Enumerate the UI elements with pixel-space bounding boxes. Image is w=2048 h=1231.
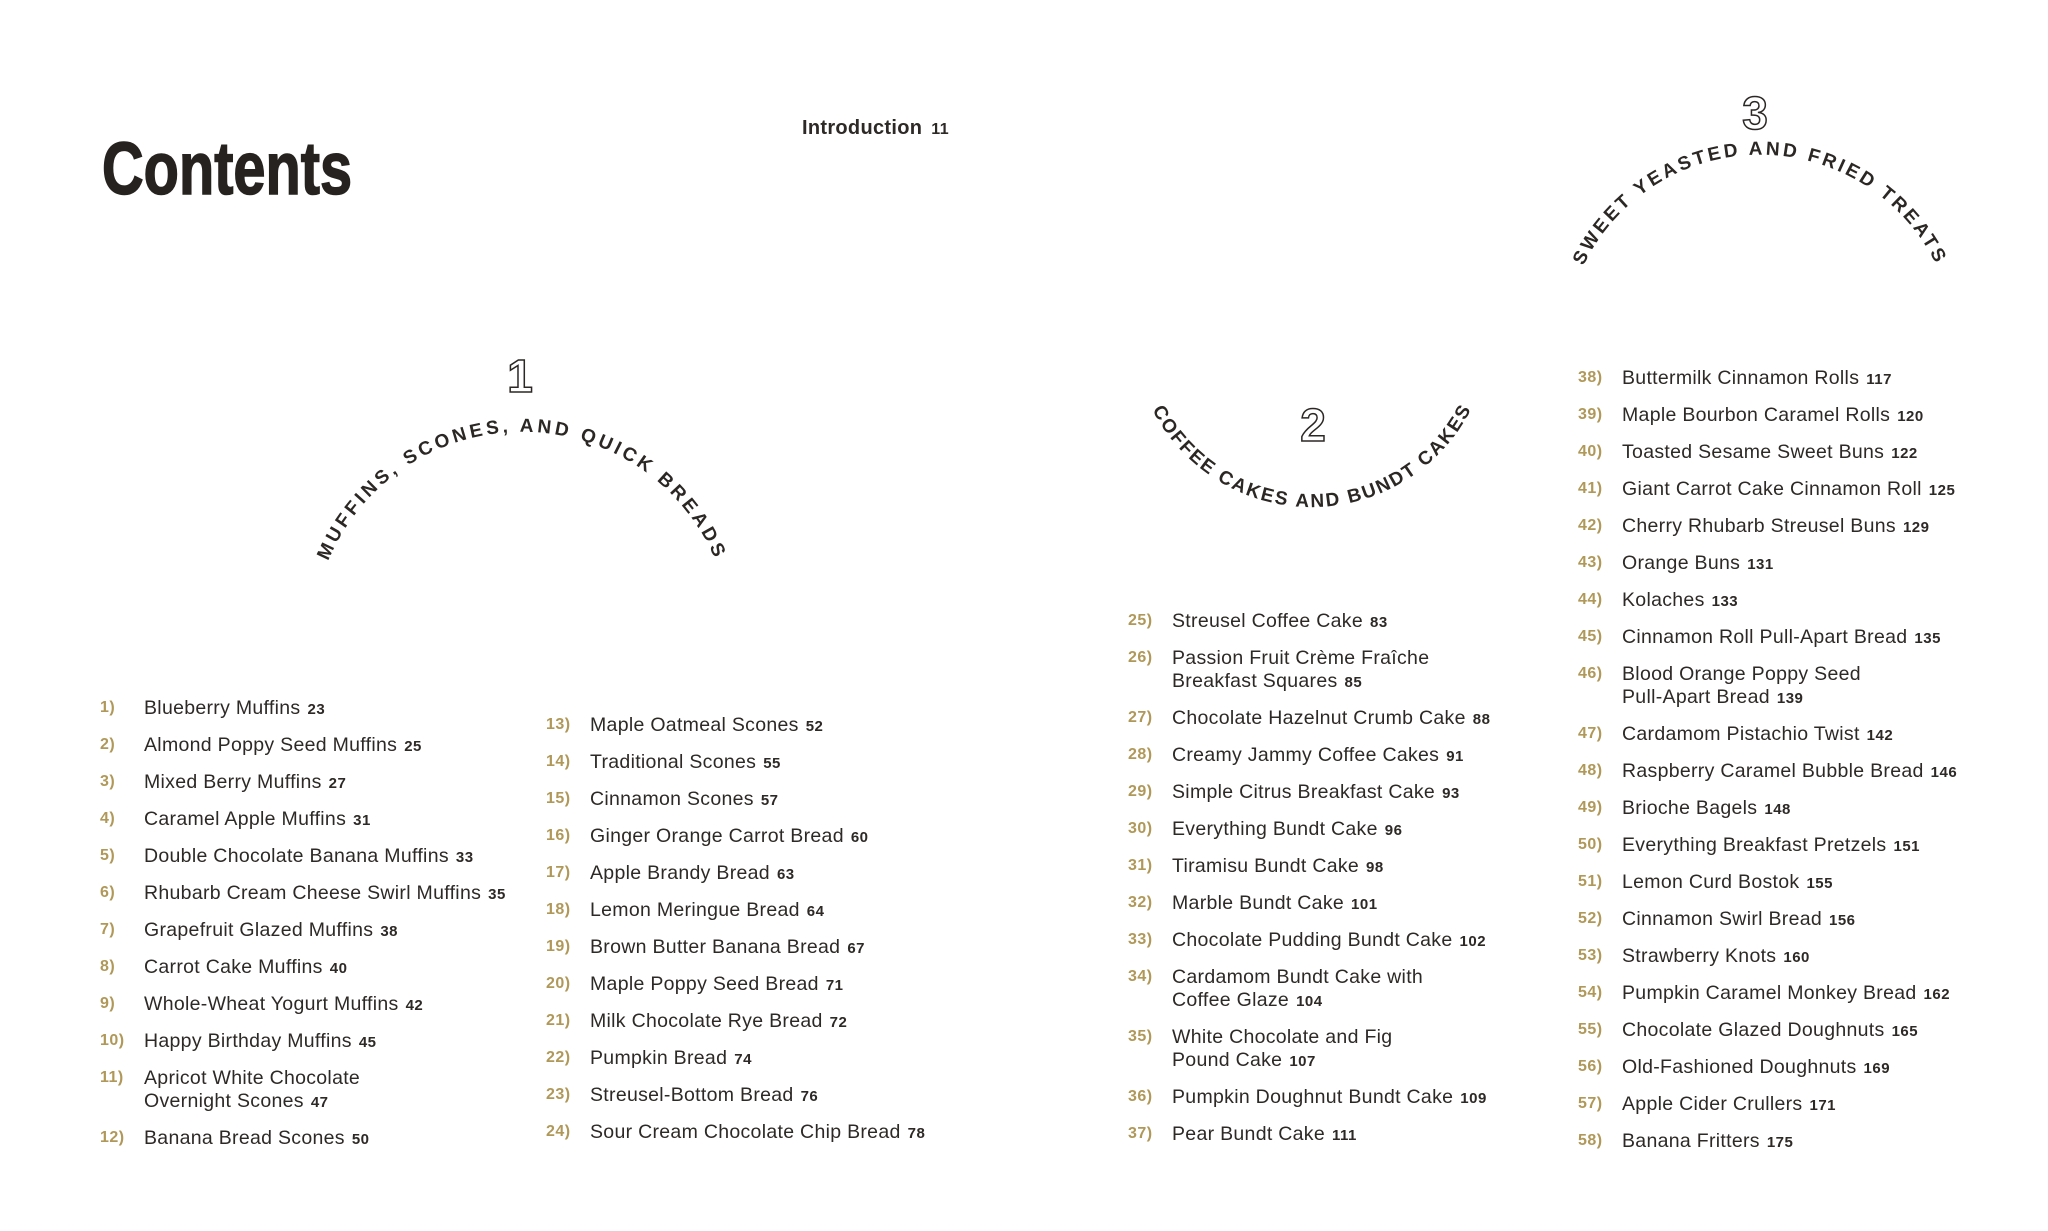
toc-item-page-number: 131	[1747, 556, 1774, 573]
toc-item-title: Happy Birthday Muffins 45	[144, 1030, 377, 1052]
chapter-2-recipe-list	[1128, 610, 1598, 1160]
toc-item	[100, 1067, 570, 1114]
toc-item-title: Carrot Cake Muffins 40	[144, 956, 348, 978]
toc-item-page-number: 40	[329, 960, 348, 977]
toc-item-number: 39)	[1578, 406, 1603, 423]
toc-item	[100, 845, 570, 869]
toc-item	[1578, 797, 2048, 821]
toc-item-title: Kolaches 133	[1622, 589, 1739, 611]
toc-item-number: 29)	[1128, 783, 1153, 800]
toc-item	[1128, 781, 1598, 805]
toc-item-number: 15)	[546, 790, 571, 807]
toc-item-number: 26)	[1128, 649, 1153, 666]
toc-item	[546, 788, 1016, 812]
toc-item-title: White Chocolate and Fig Pound Cake 107	[1172, 1026, 1393, 1071]
toc-item-number: 55)	[1578, 1021, 1603, 1038]
toc-item-page-number: 109	[1460, 1090, 1487, 1107]
toc-item-number: 41)	[1578, 480, 1603, 497]
toc-item-title: Pumpkin Caramel Monkey Bread 162	[1622, 982, 1951, 1004]
toc-item-page-number: 64	[806, 903, 825, 920]
toc-item	[100, 1127, 570, 1151]
toc-item	[1578, 834, 2048, 858]
toc-item-page-number: 33	[455, 849, 474, 866]
toc-item	[1128, 744, 1598, 768]
toc-item-number: 24)	[546, 1123, 571, 1140]
toc-item-page-number: 63	[776, 866, 795, 883]
toc-item	[1128, 707, 1598, 731]
toc-item	[546, 973, 1016, 997]
toc-item-page-number: 83	[1370, 614, 1388, 631]
toc-item-number: 3)	[100, 773, 116, 790]
toc-item-page-number: 55	[763, 755, 781, 772]
toc-item-page-number: 162	[1923, 986, 1951, 1003]
toc-item	[546, 714, 1016, 738]
page-title: Contents	[102, 126, 353, 210]
toc-item-title: Chocolate Pudding Bundt Cake 102	[1172, 929, 1487, 951]
toc-item-number: 51)	[1578, 873, 1603, 890]
toc-item	[1128, 892, 1598, 916]
toc-item-title: Apple Cider Crullers 171	[1622, 1093, 1837, 1115]
toc-item-title: Lemon Meringue Bread 64	[590, 899, 825, 921]
toc-item-page-number: 52	[805, 718, 824, 735]
toc-item-title: Cherry Rhubarb Streusel Buns 129	[1622, 515, 1930, 537]
toc-item	[1578, 1056, 2048, 1080]
toc-item-title: Blood Orange Poppy Seed Pull-Apart Bread 139	[1622, 663, 1861, 708]
svg-text:SWEET YEASTED AND FRIED TREATS	[1569, 139, 1951, 269]
toc-item	[1128, 818, 1598, 842]
toc-item	[1578, 982, 2048, 1006]
toc-item-page-number: 76	[800, 1088, 819, 1105]
toc-item-title: Cardamom Pistachio Twist 142	[1622, 723, 1894, 745]
toc-item-page-number: 133	[1711, 593, 1739, 610]
toc-item-number: 10)	[100, 1032, 125, 1049]
toc-item-number: 48)	[1578, 762, 1603, 779]
toc-item	[1128, 855, 1598, 879]
toc-item-page-number: 60	[850, 829, 869, 846]
toc-item-title: Old-Fashioned Doughnuts 169	[1622, 1056, 1891, 1078]
toc-item-page-number: 151	[1893, 838, 1921, 855]
toc-item	[1128, 1026, 1598, 1073]
toc-item	[100, 956, 570, 980]
toc-item-page-number: 98	[1366, 859, 1384, 876]
toc-item-title: Banana Bread Scones 50	[144, 1127, 370, 1149]
toc-item	[1128, 1123, 1598, 1147]
toc-item-number: 28)	[1128, 746, 1153, 763]
toc-item	[1578, 441, 2048, 465]
toc-item-number: 34)	[1128, 968, 1153, 985]
toc-item-page-number: 31	[353, 812, 371, 829]
toc-item-title: Brioche Bagels 148	[1622, 797, 1791, 819]
toc-item-title: Milk Chocolate Rye Bread 72	[590, 1010, 848, 1032]
toc-item-number: 33)	[1128, 931, 1153, 948]
toc-item-title: Buttermilk Cinnamon Rolls 117	[1622, 367, 1892, 389]
toc-item-title: Chocolate Glazed Doughnuts 165	[1622, 1019, 1919, 1041]
toc-item-number: 14)	[546, 753, 571, 770]
toc-item-page-number: 156	[1829, 912, 1856, 929]
toc-item-title: Cardamom Bundt Cake with Coffee Glaze 104	[1172, 966, 1424, 1011]
toc-item-title: Apricot White Chocolate Overnight Scones 47	[144, 1067, 361, 1112]
toc-item-title: Orange Buns 131	[1622, 552, 1774, 574]
toc-item	[1578, 1019, 2048, 1043]
toc-item-page-number: 104	[1296, 993, 1323, 1010]
toc-item-number: 30)	[1128, 820, 1153, 837]
toc-item-title: Lemon Curd Bostok 155	[1622, 871, 1833, 893]
toc-item	[546, 1121, 1016, 1145]
toc-item-page-number: 148	[1764, 801, 1791, 818]
chapter-1-arc-title: MUFFINS, SCONES, AND QUICK BREADS	[313, 415, 731, 564]
toc-item	[100, 808, 570, 832]
toc-item-page-number: 169	[1863, 1060, 1891, 1077]
toc-item-page-number: 155	[1806, 875, 1833, 892]
toc-item	[1128, 647, 1598, 694]
toc-item-number: 49)	[1578, 799, 1603, 816]
toc-item-number: 32)	[1128, 894, 1153, 911]
toc-item-page-number: 50	[351, 1131, 370, 1148]
toc-item-number: 42)	[1578, 517, 1603, 534]
toc-item-number: 40)	[1578, 443, 1603, 460]
toc-item-title: Grapefruit Glazed Muffins 38	[144, 919, 399, 941]
toc-item-number: 20)	[546, 975, 571, 992]
toc-item-title: Passion Fruit Crème Fraîche Breakfast Squares 85	[1172, 647, 1430, 692]
toc-item-page-number: 165	[1891, 1023, 1919, 1040]
toc-item	[100, 734, 570, 758]
introduction-page-number: 11	[931, 121, 950, 138]
toc-item-number: 47)	[1578, 725, 1603, 742]
toc-item	[1128, 1086, 1598, 1110]
toc-item	[1578, 589, 2048, 613]
toc-item	[1578, 760, 2048, 784]
chapter-3-arc-title: SWEET YEASTED AND FRIED TREATS	[1568, 138, 1952, 269]
toc-item-number: 13)	[546, 716, 571, 733]
toc-item-title: Ginger Orange Carrot Bread 60	[590, 825, 869, 847]
toc-item	[546, 825, 1016, 849]
toc-item-number: 5)	[100, 847, 116, 864]
toc-item-page-number: 171	[1809, 1097, 1837, 1114]
toc-item-number: 35)	[1128, 1028, 1153, 1045]
toc-item-title: Strawberry Knots 160	[1622, 945, 1810, 967]
toc-item	[1578, 515, 2048, 539]
toc-item	[1578, 367, 2048, 391]
toc-item-page-number: 175	[1766, 1134, 1794, 1151]
toc-item-page-number: 57	[760, 792, 779, 809]
toc-item-title: Apple Brandy Bread 63	[590, 862, 795, 884]
toc-item-page-number: 35	[488, 886, 506, 903]
toc-item-title: Streusel Coffee Cake 83	[1172, 610, 1388, 632]
toc-item-number: 19)	[546, 938, 571, 955]
chapter-1-recipe-list-right	[546, 714, 1016, 1158]
toc-item-page-number: 101	[1351, 896, 1378, 913]
toc-item	[546, 936, 1016, 960]
toc-item	[100, 919, 570, 943]
toc-item-title: Caramel Apple Muffins 31	[144, 808, 371, 830]
toc-item-title: Toasted Sesame Sweet Buns 122	[1622, 441, 1918, 463]
toc-item-page-number: 146	[1930, 764, 1958, 781]
toc-item	[1128, 966, 1598, 1013]
toc-item-title: Maple Poppy Seed Bread 71	[590, 973, 844, 995]
toc-item-page-number: 72	[829, 1014, 848, 1031]
chapter-3-recipe-list	[1578, 367, 2048, 1167]
toc-item-page-number: 93	[1442, 785, 1460, 802]
toc-item	[1578, 871, 2048, 895]
toc-item-number: 12)	[100, 1129, 125, 1146]
toc-item-page-number: 107	[1289, 1053, 1316, 1070]
toc-item-page-number: 111	[1332, 1127, 1357, 1144]
toc-item-title: Sour Cream Chocolate Chip Bread 78	[590, 1121, 926, 1143]
toc-item	[100, 697, 570, 721]
toc-item-title: Cinnamon Swirl Bread 156	[1622, 908, 1856, 930]
toc-item-title: Streusel-Bottom Bread 76	[590, 1084, 819, 1106]
toc-item-title: Banana Fritters 175	[1622, 1130, 1794, 1152]
toc-item-number: 31)	[1128, 857, 1153, 874]
toc-item	[1578, 478, 2048, 502]
toc-item	[1578, 723, 2048, 747]
toc-item-number: 58)	[1578, 1132, 1603, 1149]
toc-item-page-number: 67	[847, 940, 866, 957]
toc-item-number: 16)	[546, 827, 571, 844]
toc-item-page-number: 135	[1914, 630, 1941, 647]
toc-item-page-number: 71	[825, 977, 844, 994]
toc-item-number: 25)	[1128, 612, 1153, 629]
toc-item-title: Blueberry Muffins 23	[144, 697, 326, 719]
toc-item-title: Creamy Jammy Coffee Cakes 91	[1172, 744, 1464, 766]
toc-item-title: Traditional Scones 55	[590, 751, 781, 773]
toc-item-title: Whole-Wheat Yogurt Muffins 42	[144, 993, 424, 1015]
toc-item-number: 37)	[1128, 1125, 1153, 1142]
toc-item-number: 2)	[100, 736, 116, 753]
toc-item-number: 27)	[1128, 709, 1153, 726]
toc-item-number: 56)	[1578, 1058, 1603, 1075]
toc-item-number: 38)	[1578, 369, 1603, 386]
toc-item-page-number: 25	[404, 738, 422, 755]
toc-item-number: 54)	[1578, 984, 1603, 1001]
toc-item-page-number: 117	[1866, 371, 1892, 388]
toc-item-page-number: 142	[1866, 727, 1894, 744]
toc-item	[1578, 404, 2048, 428]
toc-item-title: Chocolate Hazelnut Crumb Cake 88	[1172, 707, 1491, 729]
chapter-2-arc-title: COFFEE CAKES AND BUNDT CAKES	[1147, 400, 1477, 513]
toc-item-page-number: 129	[1902, 519, 1930, 536]
toc-item-title: Rhubarb Cream Cheese Swirl Muffins 35	[144, 882, 506, 904]
toc-item-title: Almond Poppy Seed Muffins 25	[144, 734, 422, 756]
toc-item-number: 52)	[1578, 910, 1603, 927]
toc-item	[1578, 1093, 2048, 1117]
toc-item-number: 57)	[1578, 1095, 1603, 1112]
toc-item-page-number: 47	[310, 1094, 329, 1111]
toc-item-page-number: 120	[1897, 408, 1924, 425]
toc-item-title: Everything Breakfast Pretzels 151	[1622, 834, 1921, 856]
toc-item-title: Marble Bundt Cake 101	[1172, 892, 1378, 914]
toc-item-number: 1)	[100, 699, 116, 716]
toc-item-title: Pear Bundt Cake 111	[1172, 1123, 1357, 1145]
toc-item-title: Pumpkin Doughnut Bundt Cake 109	[1172, 1086, 1487, 1108]
toc-item-page-number: 23	[307, 701, 326, 718]
chapter-3-number: 3	[1742, 87, 1768, 139]
toc-item-title: Cinnamon Scones 57	[590, 788, 779, 810]
toc-item-page-number: 78	[907, 1125, 926, 1142]
toc-item-title: Maple Oatmeal Scones 52	[590, 714, 824, 736]
toc-item-number: 18)	[546, 901, 571, 918]
toc-item	[546, 899, 1016, 923]
toc-item	[546, 862, 1016, 886]
toc-item-number: 21)	[546, 1012, 571, 1029]
chapter-2-number: 2	[1300, 399, 1326, 451]
toc-item	[546, 751, 1016, 775]
toc-item-page-number: 85	[1344, 674, 1363, 691]
toc-item-number: 36)	[1128, 1088, 1153, 1105]
toc-item-title: Pumpkin Bread 74	[590, 1047, 752, 1069]
toc-item-number: 6)	[100, 884, 116, 901]
toc-item-page-number: 91	[1446, 748, 1464, 765]
toc-item-page-number: 88	[1472, 711, 1491, 728]
toc-item-number: 43)	[1578, 554, 1603, 571]
toc-item-number: 23)	[546, 1086, 571, 1103]
toc-item	[546, 1084, 1016, 1108]
chapter-1-recipe-list-left	[100, 697, 570, 1164]
toc-item-page-number: 74	[734, 1051, 752, 1068]
toc-item-page-number: 96	[1384, 822, 1403, 839]
toc-item-page-number: 45	[358, 1034, 377, 1051]
toc-item-number: 9)	[100, 995, 116, 1012]
toc-item-page-number: 125	[1928, 482, 1956, 499]
toc-item-number: 4)	[100, 810, 116, 827]
toc-item-page-number: 42	[405, 997, 424, 1014]
toc-item-page-number: 38	[380, 923, 399, 940]
toc-item	[1578, 908, 2048, 932]
toc-item-number: 53)	[1578, 947, 1603, 964]
toc-item-page-number: 122	[1891, 445, 1918, 462]
toc-item-title: Everything Bundt Cake 96	[1172, 818, 1403, 840]
toc-item	[1578, 945, 2048, 969]
toc-item-title: Tiramisu Bundt Cake 98	[1172, 855, 1384, 877]
toc-item	[1578, 1130, 2048, 1154]
toc-item-number: 17)	[546, 864, 571, 881]
toc-item	[100, 1030, 570, 1054]
toc-item-number: 50)	[1578, 836, 1603, 853]
introduction-label: Introduction	[802, 117, 923, 139]
toc-item-number: 7)	[100, 921, 116, 938]
toc-item	[100, 993, 570, 1017]
chapter-1-number: 1	[507, 350, 533, 402]
toc-item	[1578, 663, 2048, 710]
toc-item	[100, 882, 570, 906]
toc-item-number: 11)	[100, 1069, 124, 1086]
toc-item-number: 46)	[1578, 665, 1603, 682]
toc-item-title: Simple Citrus Breakfast Cake 93	[1172, 781, 1460, 803]
svg-text:MUFFINS, SCONES, AND QUICK BRE	[313, 416, 730, 564]
toc-item	[546, 1047, 1016, 1071]
toc-item-title: Raspberry Caramel Bubble Bread 146	[1622, 760, 1958, 782]
toc-item-title: Giant Carrot Cake Cinnamon Roll 125	[1622, 478, 1956, 500]
toc-item-title: Brown Butter Banana Bread 67	[590, 936, 866, 958]
toc-item	[1578, 552, 2048, 576]
toc-item-number: 22)	[546, 1049, 571, 1066]
toc-item-page-number: 139	[1776, 690, 1804, 707]
toc-item-title: Mixed Berry Muffins 27	[144, 771, 347, 793]
toc-item-page-number: 160	[1783, 949, 1810, 966]
toc-item-number: 44)	[1578, 591, 1603, 608]
toc-item-title: Maple Bourbon Caramel Rolls 120	[1622, 404, 1924, 426]
toc-item-number: 45)	[1578, 628, 1603, 645]
toc-item	[1128, 929, 1598, 953]
toc-item-page-number: 27	[328, 775, 347, 792]
toc-item-title: Double Chocolate Banana Muffins 33	[144, 845, 474, 867]
toc-item-title: Cinnamon Roll Pull-Apart Bread 135	[1622, 626, 1941, 648]
toc-item-page-number: 102	[1459, 933, 1487, 950]
toc-item-number: 8)	[100, 958, 116, 975]
toc-item	[546, 1010, 1016, 1034]
toc-item	[100, 771, 570, 795]
toc-item	[1128, 610, 1598, 634]
toc-item	[1578, 626, 2048, 650]
